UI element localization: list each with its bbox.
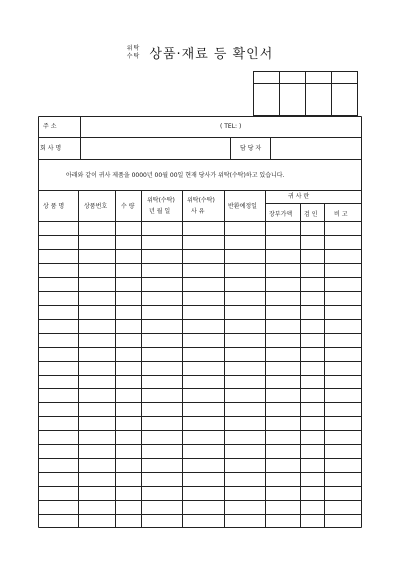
statement-text: 아래와 같이 귀사 제품을 0000년 00월 00일 현재 당사가 위탁(수탁)하고 있습니다. xyxy=(66,172,285,179)
col-trust-date-line2: 년 월 일 xyxy=(149,208,171,215)
col-product-name: 상 품 명 xyxy=(43,203,65,210)
col-quantity: 수 량 xyxy=(121,203,135,210)
col-return-date: 반환예정일 xyxy=(228,203,257,210)
title-prefix-bottom: 수탁 xyxy=(126,52,141,60)
title-prefix-top: 위탁 xyxy=(126,44,141,52)
col-trust-reason-line2: 사 유 xyxy=(191,208,205,215)
title-main: 상품·재료 등 확인서 xyxy=(149,47,274,62)
col-confirm: 검 인 xyxy=(304,211,318,218)
company-label: 회 사 명 xyxy=(40,145,62,152)
col-trust-date-line1: 위탁(수탁) xyxy=(147,197,175,204)
col-book-value: 장부가액 xyxy=(269,211,293,218)
tel-text: ( TEL: ) xyxy=(220,123,242,130)
col-note: 비 고 xyxy=(334,211,348,218)
col-product-number: 상품번호 xyxy=(84,203,108,210)
col-remarks-group: 귀 사 란 xyxy=(288,193,310,200)
col-trust-reason-line1: 위탁(수탁) xyxy=(187,197,215,204)
address-label: 주 소 xyxy=(43,123,57,130)
contact-label: 담 당 자 xyxy=(240,145,262,152)
